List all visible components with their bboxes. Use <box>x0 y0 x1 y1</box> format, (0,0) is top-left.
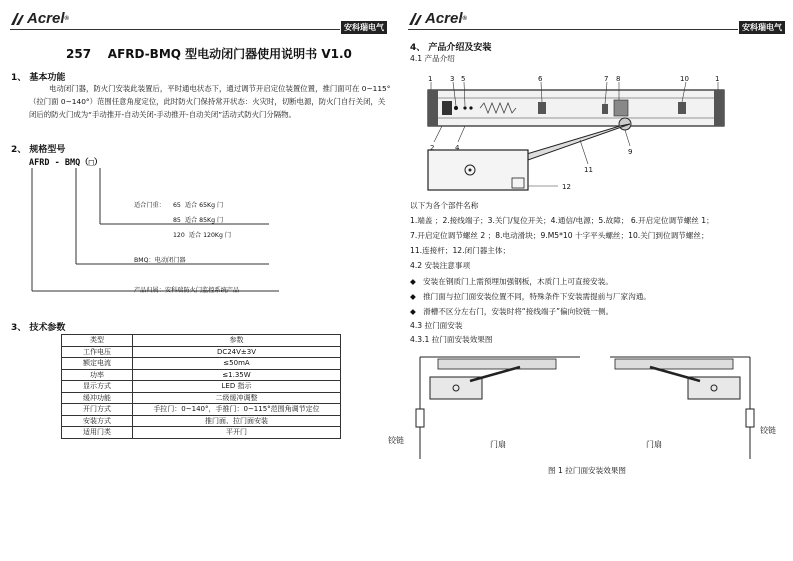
table-cell: 适用门类 <box>62 427 133 439</box>
table-row <box>62 381 341 393</box>
closer-body <box>428 150 528 190</box>
subsection-product-intro: 4.1 产品介绍 <box>410 54 455 63</box>
subsection-pull-side-figure: 4.3.1 拉门面安装效果图 <box>410 335 493 344</box>
bmq-description: BMQ：电动闭门器 <box>134 257 186 264</box>
table-cell: 手拉门：0~140°，手推门：0~115°范围角调节定位 <box>133 404 341 416</box>
table-row <box>62 415 341 427</box>
table-row <box>62 404 341 416</box>
adjust-screw-1 <box>538 102 546 114</box>
diamond-bullet-icon: ◆ <box>410 292 416 301</box>
end-cap-left <box>428 90 438 126</box>
callout-label: 12 <box>562 183 571 191</box>
callout-label: 1 <box>715 75 720 83</box>
track-left <box>438 359 556 369</box>
table-header-cell: 类型 <box>62 335 133 347</box>
electric-slider <box>614 100 628 116</box>
end-cap-right <box>714 90 724 126</box>
comm-led <box>463 106 466 109</box>
door-closer-diagram <box>420 74 740 196</box>
callout-label: 7 <box>604 75 609 83</box>
table-row <box>62 392 341 404</box>
terminal-block <box>442 101 452 115</box>
spec-table <box>61 334 341 439</box>
acrel-logo-right: Acrel ® <box>409 10 467 27</box>
table-cell: 二级缓冲调整 <box>133 392 341 404</box>
connecting-rod <box>520 124 633 160</box>
table-cell: ≤1.35W <box>133 369 341 381</box>
callout-label: 2 <box>430 144 435 152</box>
figure-caption: 图 1 拉门面安装效果图 <box>548 466 627 475</box>
switch-button <box>454 106 458 110</box>
brand-tag-left: 安科瑞电气 <box>341 21 387 34</box>
table-cell: DC24V±3V <box>133 346 341 358</box>
fit-row: 85 适合 85Kg 门 <box>173 217 224 224</box>
callout-label: 1 <box>428 75 433 83</box>
model-code: AFRD - BMQ（□） <box>29 158 103 168</box>
fit-row: 120 适合 120Kg 门 <box>173 232 232 239</box>
install-note: ◆ 推门面与拉门面安装位置不同，特殊条件下安装需提前与厂家沟通。 <box>410 292 651 301</box>
table-cell: 推门面、拉门面安装 <box>133 415 341 427</box>
subsection-install-notes: 4.2 安装注意事项 <box>410 261 471 270</box>
table-cell: 工作电压 <box>62 346 133 358</box>
table-row <box>62 346 341 358</box>
table-row <box>62 427 341 439</box>
parts-line-3: 11.连接杆；12.闭门器主体； <box>410 246 511 255</box>
section-basic-function: 1、 基本功能 <box>11 73 66 83</box>
document-title: 257 AFRD-BMQ 型电动闭门器使用说明书 V1.0 <box>66 47 352 61</box>
fit-label: 适合门重： <box>134 202 165 209</box>
acrel-mark-icon <box>409 13 423 25</box>
table-cell: 功率 <box>62 369 133 381</box>
install-note: ◆ 滑槽不区分左右门，安装时将“接线端子”偏向铰链一侧。 <box>410 307 614 316</box>
product-ownership: 产品归属：安科瑞防火门监控系统产品 <box>134 287 240 294</box>
brand-tag-right: 安科瑞电气 <box>739 21 785 34</box>
track-right <box>615 359 733 369</box>
pull-side-install-figure <box>388 351 785 461</box>
acrel-logo-left: Acrel ® <box>11 10 69 27</box>
parts-line-2: 7.开启定位调节螺丝 2 ；8.电动滑块；9.M5*10 十字平头螺丝；10.关门到位调节螺丝； <box>410 231 709 240</box>
hinge-right-label: 铰链 <box>760 426 776 435</box>
model-bracket-lines <box>29 166 289 296</box>
header-rule-right <box>408 29 738 30</box>
callout-label: 10 <box>680 75 689 83</box>
table-cell: 额定电流 <box>62 358 133 370</box>
table-row <box>62 369 341 381</box>
table-row <box>62 358 341 370</box>
table-header-row <box>62 335 341 347</box>
install-note: ◆ 安装在钢质门上需预埋加强钢板，木质门上可直接安装。 <box>410 277 613 286</box>
table-cell: LED 指示 <box>133 381 341 393</box>
hinge-left-icon <box>416 409 424 427</box>
callout-label: 4 <box>455 144 460 152</box>
section-product-intro: 4、 产品介绍及安装 <box>410 43 492 53</box>
parts-intro: 以下为各个部件名称 <box>410 201 479 210</box>
diamond-bullet-icon: ◆ <box>410 277 416 286</box>
callout-label: 5 <box>461 75 466 83</box>
section-tech-params: 3、 技术参数 <box>11 323 66 333</box>
callout-label: 8 <box>616 75 621 83</box>
hinge-right-icon <box>746 409 754 427</box>
close-adjust-screw <box>678 102 686 114</box>
callout-label: 6 <box>538 75 543 83</box>
table-cell: 开门方式 <box>62 404 133 416</box>
subsection-pull-side: 4.3 拉门面安装 <box>410 321 463 330</box>
hinge-left-label: 铰链 <box>388 436 404 445</box>
fault-led <box>469 106 472 109</box>
table-cell: 显示方式 <box>62 381 133 393</box>
acrel-mark-icon <box>11 13 25 25</box>
section-model: 2、 规格型号 <box>11 145 66 155</box>
fit-row: 65 适合 65Kg 门 <box>173 202 224 209</box>
door-leaf-left-label: 门扇 <box>490 440 506 449</box>
callout-label: 9 <box>628 148 633 156</box>
callout-label: 11 <box>584 166 593 174</box>
table-header-cell: 参数 <box>133 335 341 347</box>
callout-label: 3 <box>450 75 455 83</box>
basic-function-body: 电动闭门器，防火门安装此装置后，平时通电状态下，通过调节开启定位装置位置，推门面可在 0~115°（拉门面 0~140°）范围任意角度定位，此时防火门保持常开状态：火灾时，切断电源，防火门自行关闭，关闭后的防火门成为“手动推开-自动关闭-手动推开-自动关闭”活动式防火门分隔物。 <box>29 84 391 119</box>
parts-line-1: 1.端盖 ；2.接线端子；3.关门/复位开关；4.通信/电源；5.故障； 6.开启定位调节螺丝 1； <box>410 216 714 225</box>
header-rule-left <box>10 29 340 30</box>
door-leaf-right-label: 门扇 <box>646 440 662 449</box>
diamond-bullet-icon: ◆ <box>410 307 416 316</box>
table-cell: 平开门 <box>133 427 341 439</box>
table-cell: ≤50mA <box>133 358 341 370</box>
adjust-screw-2 <box>602 104 608 114</box>
table-cell: 安装方式 <box>62 415 133 427</box>
table-cell: 缓冲功能 <box>62 392 133 404</box>
